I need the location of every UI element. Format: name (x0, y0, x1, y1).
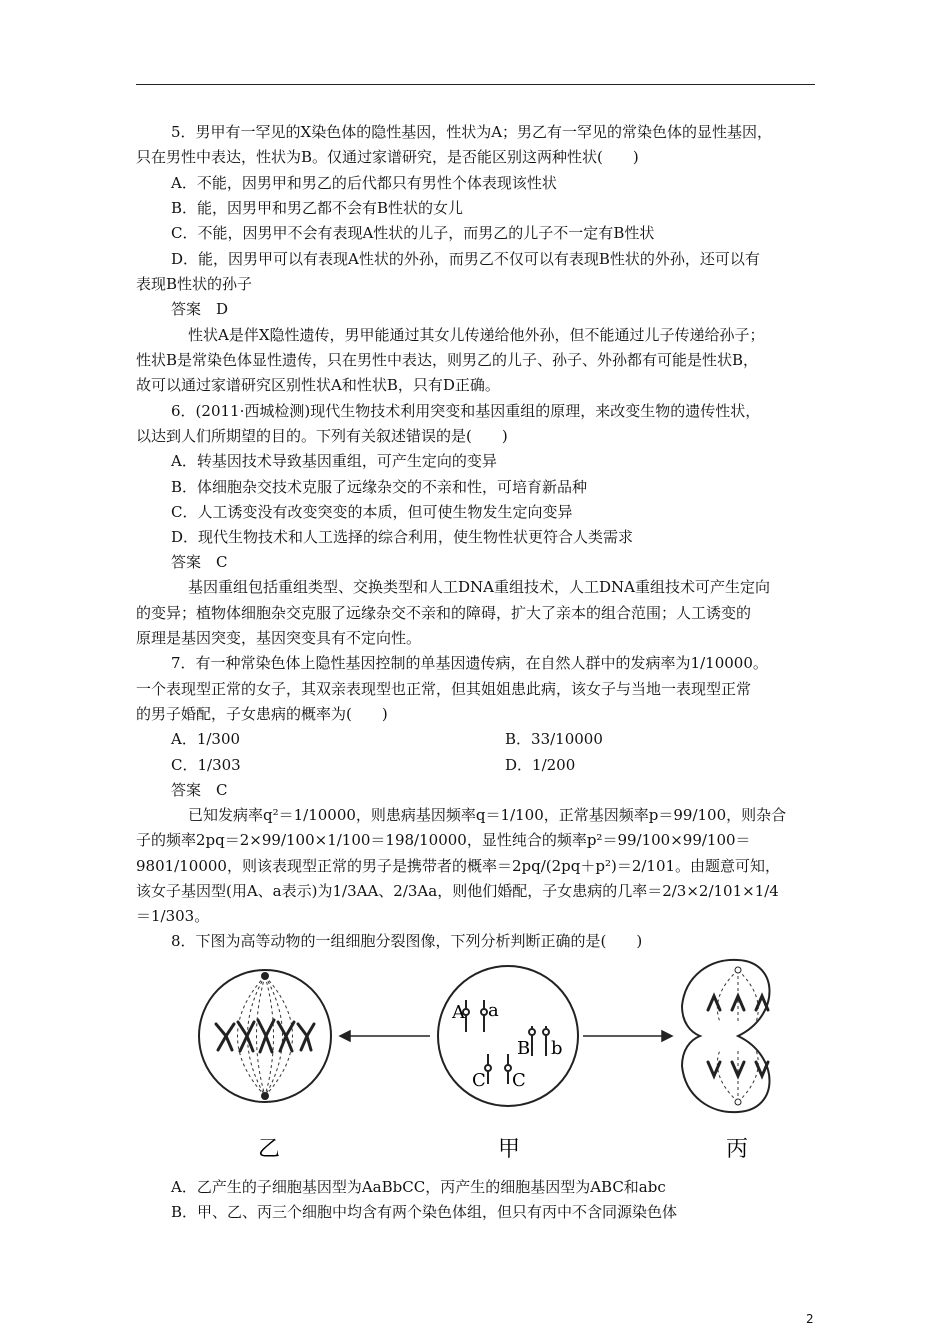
q7-option-b: B．33/10000 (505, 730, 603, 748)
q7-answer: 答案 C (171, 781, 228, 799)
gene-b: b (551, 1038, 563, 1059)
q7-option-d: D．1/200 (505, 756, 576, 774)
q8-stem: 8．下图为高等动物的一组细胞分裂图像，下列分析判断正确的是( ) (171, 932, 643, 950)
q5-option-d-line2: 表现B性状的孙子 (136, 275, 253, 293)
q7-explanation-line4: 该女子基因型(用A、a表示)为1/3AA、2/3Aa，则他们婚配，子女患病的几率＝2/3×2/101×1/4 (136, 882, 779, 900)
q5-option-d-line1: D．能，因男甲可以有表现A性状的外孙，而男乙不仅可以有表现B性状的外孙，还可以有 (171, 250, 760, 268)
label-jia: 甲 (498, 1137, 521, 1162)
q6-option-d: D．现代生物技术和人工选择的综合利用，使生物性状更符合人类需求 (171, 528, 634, 546)
q7-explanation-line3: 9801/10000，则该表现型正常的男子是携带者的概率＝2pq/(2pq＋p²)＝2/101。由题意可知， (136, 857, 781, 875)
cell-bing (682, 960, 770, 1112)
arrow-left (340, 1031, 430, 1041)
q7-stem-line1: 7．有一种常染色体上隐性基因控制的单基因遗传病，在自然人群中的发病率为1/10000。 (171, 654, 768, 672)
q7-option-a: A．1/300 (171, 730, 241, 748)
q6-option-c: C．人工诱变没有改变突变的本质，但可使生物发生定向变异 (171, 503, 573, 521)
q7-option-c: C．1/303 (171, 756, 241, 774)
q8-option-a: A．乙产生的子细胞基因型为AaBbCC，丙产生的细胞基因型为ABC和abc (171, 1178, 666, 1196)
q7-stem-line2: 一个表现型正常的女子，其双亲表现型也正常，但其姐姐患此病，该女子与当地一表现型正常 (136, 680, 752, 698)
q6-option-a: A．转基因技术导致基因重组，可产生定向的变异 (171, 452, 497, 470)
q5-explanation-line2: 性状B是常染色体显性遗传，只在男性中表达，则男乙的儿子、孙子、外孙都有可能是性状B， (136, 351, 759, 369)
label-yi: 乙 (258, 1137, 281, 1162)
q6-explanation-line1: 基因重组包括重组类型、交换类型和人工DNA重组技术，人工DNA重组技术可产生定向 (188, 578, 770, 596)
q5-stem-line2: 只在男性中表达，性状为B。仅通过家谱研究，是否能区别这两种性状( ) (136, 148, 639, 166)
q6-explanation-line2: 的变异；植物体细胞杂交克服了远缘杂交不亲和的障碍，扩大了亲本的组合范围；人工诱变的 (136, 604, 752, 622)
q5-answer: 答案 D (171, 300, 229, 318)
cell-yi (199, 970, 331, 1102)
q5-option-b: B．能，因男甲和男乙都不会有B性状的女儿 (171, 199, 464, 217)
gene-A: A (452, 1002, 465, 1023)
q7-explanation-line2: 子的频率2pq＝2×99/100×1/100＝198/10000，显性纯合的频率p²＝99/100×99/100＝ (136, 831, 751, 849)
q7-stem-line3: 的男子婚配，子女患病的概率为( ) (136, 705, 388, 723)
q5-explanation-line3: 故可以通过家谱研究区别性状A和性状B，只有D正确。 (136, 376, 500, 394)
gene-a: a (488, 1000, 499, 1021)
q6-answer: 答案 C (171, 553, 228, 571)
gene-B: B (517, 1038, 531, 1059)
gene-C-right: C (512, 1070, 526, 1091)
q7-explanation-line1: 已知发病率q²＝1/10000，则患病基因频率q＝1/100，正常基因频率p＝99/100，则杂合 (188, 806, 787, 824)
q6-stem-line2: 以达到人们所期望的目的。下列有关叙述错误的是( ) (136, 427, 508, 445)
q5-option-a: A．不能，因男甲和男乙的后代都只有男性个体表现该性状 (171, 174, 557, 192)
header-rule (136, 84, 815, 85)
q5-explanation-line1: 性状A是伴X隐性遗传，男甲能通过其女儿传递给他外孙，但不能通过儿子传递给孙子； (188, 326, 765, 344)
q7-explanation-line5: ＝1/303。 (136, 907, 210, 925)
q6-option-b: B．体细胞杂交技术克服了远缘杂交的不亲和性，可培育新品种 (171, 478, 588, 496)
page-number: 2 (806, 1312, 814, 1326)
cell-division-figure (190, 956, 790, 1176)
gene-C-left: C (472, 1070, 486, 1091)
q6-explanation-line3: 原理是基因突变，基因突变具有不定向性。 (136, 629, 422, 647)
q8-option-b: B．甲、乙、丙三个细胞中均含有两个染色体组，但只有丙中不含同源染色体 (171, 1203, 678, 1221)
cell-jia (438, 966, 578, 1106)
q5-option-c: C．不能，因男甲不会有表现A性状的儿子，而男乙的儿子不一定有B性状 (171, 224, 655, 242)
arrow-right (583, 1031, 672, 1041)
q6-stem-line1: 6．(2011·西城检测)现代生物技术利用突变和基因重组的原理，来改变生物的遗传性状， (171, 402, 761, 420)
label-bing: 丙 (726, 1137, 749, 1162)
q5-stem-line1: 5．男甲有一罕见的X染色体的隐性基因，性状为A；男乙有一罕见的常染色体的显性基因， (171, 123, 773, 141)
